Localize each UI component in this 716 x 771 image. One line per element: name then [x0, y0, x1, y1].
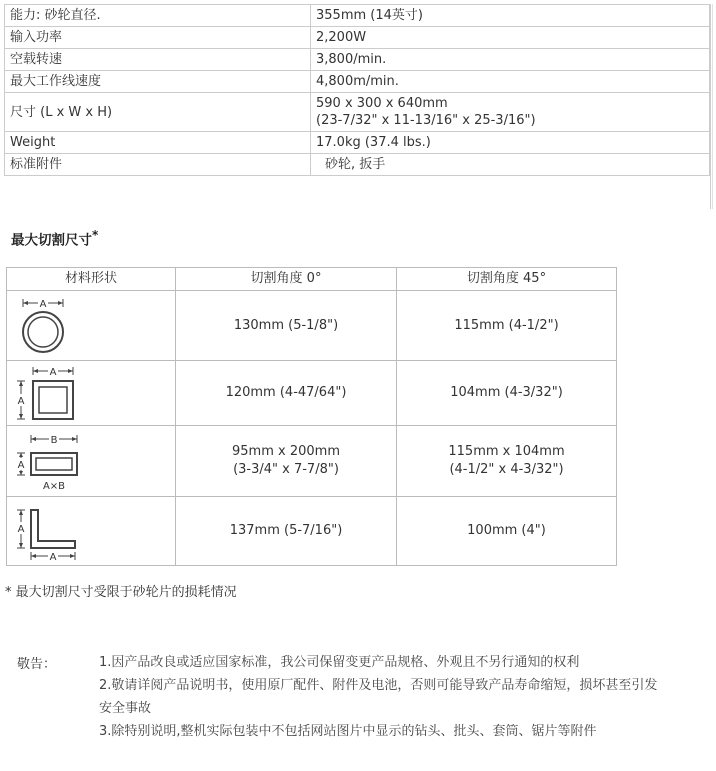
dimension-label: B: [50, 435, 58, 446]
spec-label: 标准附件: [5, 154, 311, 176]
cut-value-0: 137mm (5-7/16"): [176, 497, 397, 566]
spec-value: 3,800/min.: [311, 49, 710, 71]
dimension-label: A: [17, 524, 25, 535]
footnote-mark: *: [92, 228, 99, 242]
cut-value-0: 120mm (4-47/64"): [176, 361, 397, 426]
cut-value-0: 130mm (5-1/8"): [176, 291, 397, 361]
table-row: [7, 426, 617, 497]
spec-value: [311, 93, 710, 132]
dimension-label: A: [49, 552, 57, 562]
table-row: [7, 497, 617, 566]
dimension-label: A: [17, 396, 25, 407]
spec-value: 355mm (14英寸): [311, 5, 710, 27]
spec-row: [5, 132, 710, 154]
column-header: 材料形状: [7, 268, 176, 291]
cut-value-line: (3-3/4" x 7-7/8"): [233, 462, 339, 477]
cut-value-45: 104mm (4-3/32"): [397, 361, 617, 426]
notice-item: 3.除特别说明,整机实际包装中不包括网站图片中显示的钻头、批头、套筒、锯片等附件: [99, 724, 597, 739]
spec-value: 2,200W: [311, 27, 710, 49]
spec-label: 能力: 砂轮直径.: [5, 5, 311, 27]
shape-cell: [7, 426, 176, 497]
dimension-label: A: [49, 367, 57, 378]
spec-row: [5, 5, 710, 27]
spec-label: 最大工作线速度: [5, 71, 311, 93]
square-tube-icon: [11, 363, 75, 423]
notice-item: 1.因产品改良或适应国家标准，我公司保留变更产品规格、外观且不另行通知的权利: [99, 655, 580, 670]
table-header-row: [7, 268, 617, 291]
dimension-label: A×B: [42, 481, 66, 492]
shape-cell: [7, 361, 176, 426]
cut-value-45: [397, 426, 617, 497]
cutting-capacity-table: [6, 267, 617, 566]
spec-row: [5, 49, 710, 71]
notice-label: 敬告：: [17, 657, 57, 672]
dimension-label: A: [39, 298, 47, 310]
spec-value: 砂轮, 扳手: [311, 154, 710, 176]
spec-label: 输入功率: [5, 27, 311, 49]
table-row: [7, 361, 617, 426]
right-divider-shadow: [712, 4, 713, 209]
angle-iron-icon: [11, 500, 81, 562]
round-pipe-icon: [11, 294, 71, 358]
cut-value-45: 115mm (4-1/2"): [397, 291, 617, 361]
cut-value-45: 100mm (4"): [397, 497, 617, 566]
spec-value: 4,800m/min.: [311, 71, 710, 93]
spec-label: Weight: [5, 132, 311, 154]
cut-value-0: [176, 426, 397, 497]
right-divider: [710, 4, 711, 209]
spec-label: 空载转速: [5, 49, 311, 71]
spec-row: [5, 154, 710, 176]
section-title: [11, 228, 98, 249]
shape-cell: [7, 291, 176, 361]
cut-value-line: (4-1/2" x 4-3/32"): [449, 462, 564, 477]
spec-row: [5, 93, 710, 132]
column-header: 切割角度 0°: [176, 268, 397, 291]
notice-list: [99, 651, 669, 743]
spec-value: 17.0kg (37.4 lbs.): [311, 132, 710, 154]
spec-value-line: 590 x 300 x 640mm: [316, 96, 448, 111]
cut-value-line: 115mm x 104mm: [448, 444, 565, 459]
footnote: * 最大切割尺寸受限于砂轮片的损耗情况: [5, 585, 237, 600]
column-header: 切割角度 45°: [397, 268, 617, 291]
cut-value-line: 95mm x 200mm: [232, 444, 340, 459]
notice-item: 2.敬请详阅产品说明书，使用原厂配件、附件及电池，否则可能导致产品寿命缩短，损坏甚至引发安全事故: [99, 678, 658, 716]
shape-cell: [7, 497, 176, 566]
spec-row: [5, 27, 710, 49]
spec-value-line: (23-7/32" x 11-13/16" x 25-3/16"): [316, 113, 536, 128]
section-title-text: 最大切割尺寸: [11, 232, 92, 249]
spec-label: 尺寸 (L x W x H): [5, 93, 311, 132]
rectangular-tube-icon: [11, 429, 81, 493]
table-row: [7, 291, 617, 361]
dimension-label: A: [17, 460, 25, 471]
spec-table: [4, 4, 710, 176]
spec-row: [5, 71, 710, 93]
